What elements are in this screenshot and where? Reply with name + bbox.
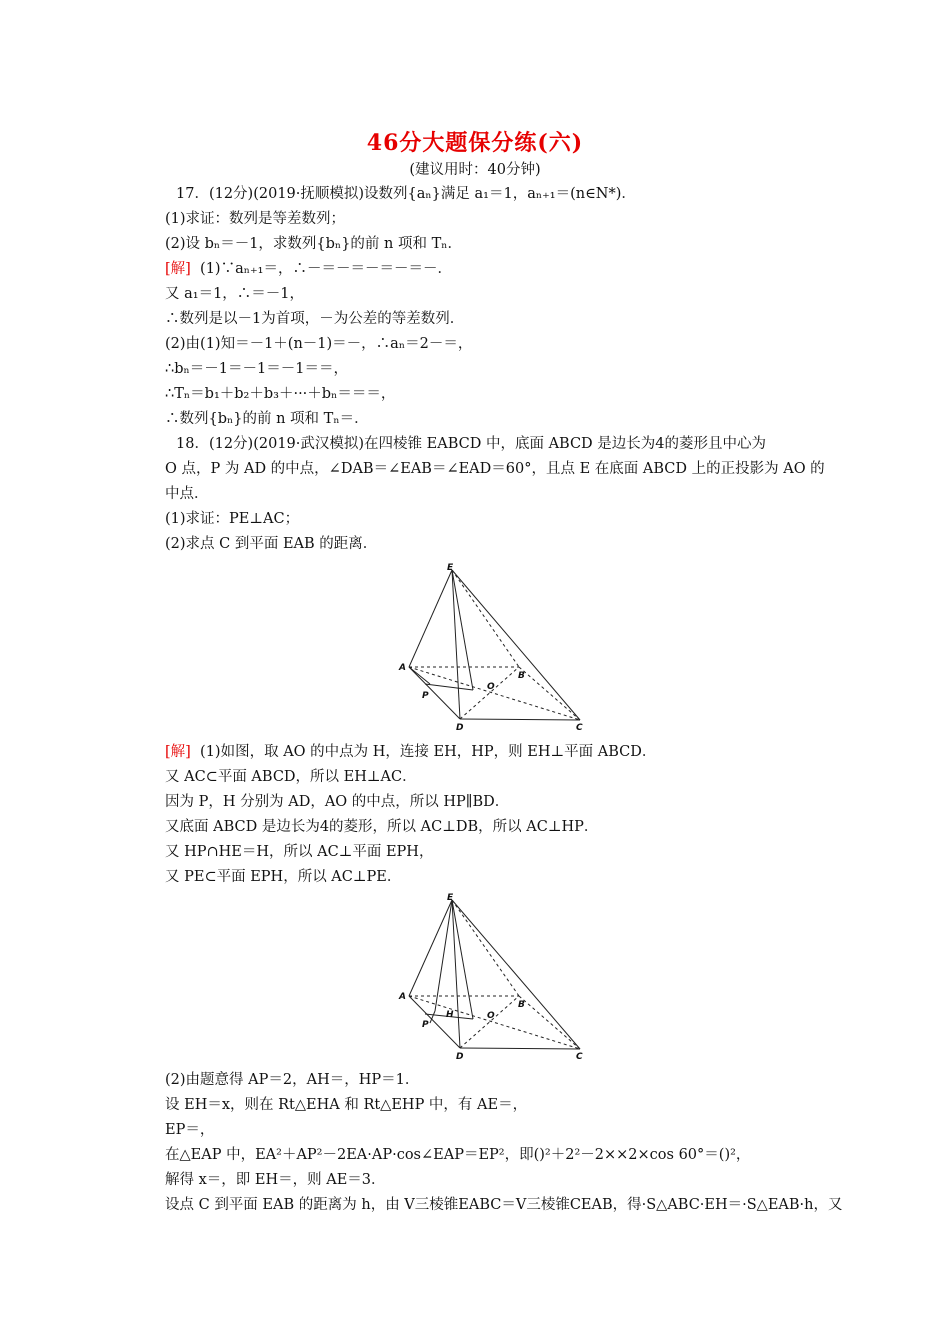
solution-17-line-6: ∴Tₙ＝b₁＋b₂＋b₃＋···＋bₙ＝＝＝， [165, 386, 396, 402]
solution-18-line-12: 设点 C 到平面 EAB 的距离为 h，由 V三棱锥EABC＝V三棱锥CEAB，得·S△ABC·EH＝·S△EAB·h，又 [165, 1197, 843, 1213]
problem-18-statement-3: 中点． [165, 486, 209, 502]
solution-18-line-1: [解] (1)如图，取 AO 的中点为 H，连接 EH，HP，则 EH⊥平面 ABCD． [165, 744, 657, 760]
problem-18-part-2: (2)求点 C 到平面 EAB 的距离． [165, 536, 378, 552]
solution-17-line-1: [解] (1)∵aₙ₊₁＝，∴－＝－＝－＝－＝－． [165, 261, 452, 277]
solution-tag: [解] [165, 261, 191, 277]
label-C: C [576, 1052, 583, 1062]
solution-tag-2: [解] [165, 744, 191, 760]
solution-18-line-2: 又 AC⊂平面 ABCD，所以 EH⊥AC． [165, 769, 417, 785]
label-O: O [487, 1011, 495, 1021]
pyramid-figure-1 [390, 560, 600, 735]
solution-17-line-2: 又 a₁＝1，∴＝－1， [165, 286, 305, 302]
problem-17-statement: 17．(12分)(2019·抚顺模拟)设数列{aₙ}满足 a₁＝1，aₙ₊₁＝(n∈N*)． [176, 186, 636, 202]
label-D: D [456, 723, 464, 733]
label-H: H [446, 1010, 454, 1020]
problem-18-statement-2: O 点，P 为 AD 的中点，∠DAB＝∠EAB＝∠EAD＝60°，且点 E 在底面 ABCD 上的正投影为 AO 的 [165, 461, 825, 477]
solution-17-line-3: ∴数列是以－1为首项，－为公差的等差数列． [165, 311, 465, 327]
label-P: P [422, 691, 429, 701]
label-A: A [399, 663, 406, 673]
label-E: E [447, 893, 454, 903]
solution-17-line-5: ∴bₙ＝－1＝－1＝－1＝＝， [165, 361, 348, 377]
solution-18-line-7: (2)由题意得 AP＝2，AH＝，HP＝1． [165, 1072, 420, 1088]
solution-18-line-5: 又 HP∩HE＝H，所以 AC⊥平面 EPH， [165, 844, 434, 860]
solution-18-line-3: 因为 P，H 分别为 AD，AO 的中点，所以 HP∥BD． [165, 794, 510, 810]
page-subtitle: (建议用时：40分钟) [409, 162, 541, 178]
solution-18-line-10: 在△EAP 中，EA²＋AP²－2EA·AP·cos∠EAP＝EP²，即()²＋2²－2××2×cos 60°＝()²， [165, 1147, 751, 1163]
label-B: B [518, 671, 525, 681]
solution-17-line-4: (2)由(1)知＝－1＋(n－1)＝－，∴aₙ＝2－＝， [165, 336, 473, 352]
label-C: C [576, 723, 583, 733]
problem-18-part-1: (1)求证：PE⊥AC； [165, 511, 300, 527]
label-B: B [518, 1000, 525, 1010]
label-A: A [399, 992, 406, 1002]
problem-17-part-2: (2)设 bₙ＝－1，求数列{bₙ}的前 n 项和 Tₙ． [165, 236, 463, 252]
page-title: 46分大题保分练(六) [366, 130, 584, 156]
label-D: D [456, 1052, 464, 1062]
label-P: P [422, 1020, 429, 1030]
label-E: E [447, 563, 454, 573]
pyramid-figure-2 [390, 890, 600, 1065]
solution-18-line-8: 设 EH＝x，则在 Rt△EHA 和 Rt△EHP 中，有 AE＝， [165, 1097, 528, 1113]
solution-18-line-11: 解得 x＝，即 EH＝，则 AE＝3． [165, 1172, 386, 1188]
problem-17-part-1: (1)求证：数列是等差数列； [165, 211, 346, 227]
solution-18-line-4: 又底面 ABCD 是边长为4的菱形，所以 AC⊥DB，所以 AC⊥HP． [165, 819, 599, 835]
solution-17-line-7: ∴数列{bₙ}的前 n 项和 Tₙ＝． [165, 411, 369, 427]
problem-18-statement-1: 18．(12分)(2019·武汉模拟)在四棱锥 EABCD 中，底面 ABCD 是边长为4的菱形且中心为 [176, 436, 767, 452]
label-O: O [487, 682, 495, 692]
solution-18-line-9: EP＝， [165, 1122, 215, 1138]
solution-18-line-6: 又 PE⊂平面 EPH，所以 AC⊥PE． [165, 869, 402, 885]
